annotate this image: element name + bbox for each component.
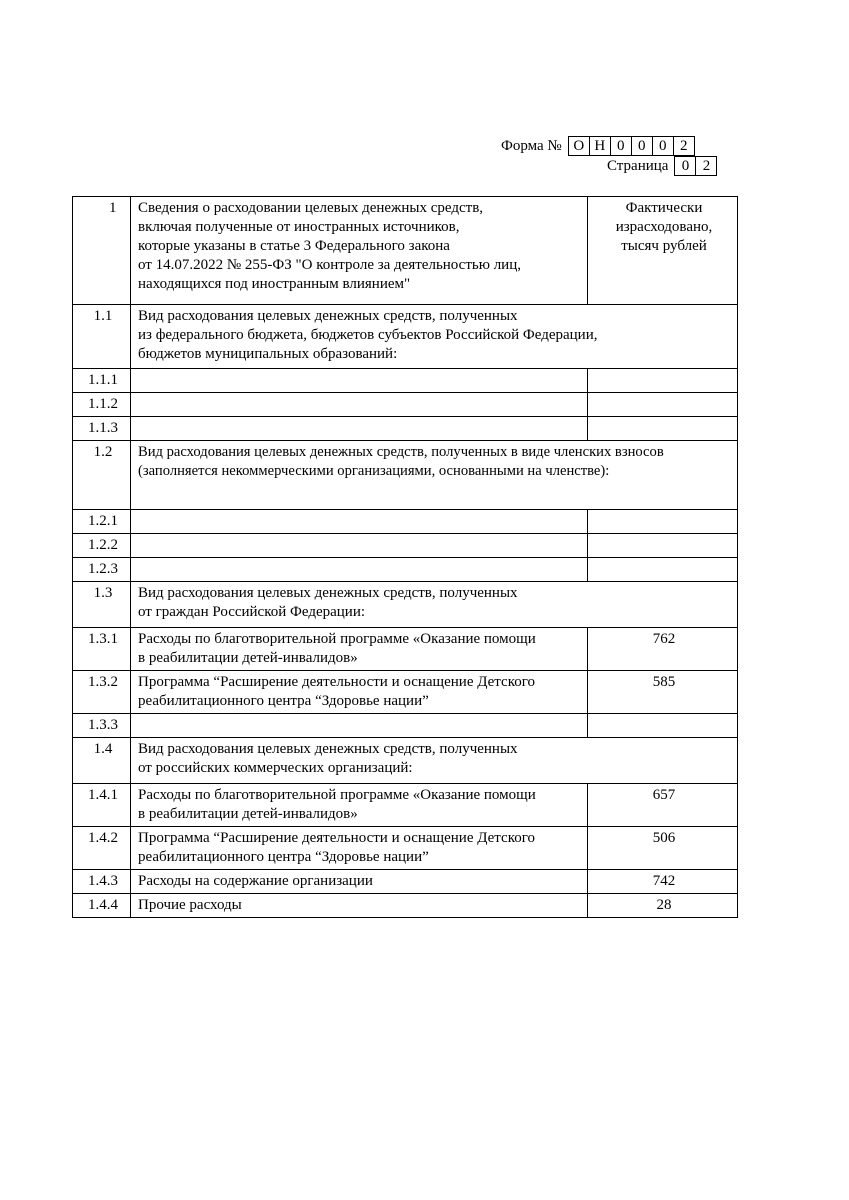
row-text — [131, 714, 588, 738]
row-number: 1.1 — [73, 305, 131, 369]
row-value: 585 — [588, 671, 738, 714]
header-value-column: Фактически израсходовано, тысяч рублей — [588, 197, 738, 305]
row-number: 1.2 — [73, 441, 131, 510]
row-number: 1.3.2 — [73, 671, 131, 714]
section-text: Вид расходования целевых денежных средств, полученных от российских коммерческих организаций: — [131, 738, 738, 784]
row-text: Программа “Расширение деятельности и оснащение Детского реабилитационного центра “Здоровье нации” — [131, 827, 588, 870]
row-value — [588, 393, 738, 417]
page-number-cell: 0 — [675, 157, 696, 175]
row-text — [131, 534, 588, 558]
page-number-label: Страница — [607, 158, 669, 174]
form-number-cell: О — [569, 137, 590, 155]
row-number: 1.2.2 — [73, 534, 131, 558]
section-text: Вид расходования целевых денежных средств, полученных в виде членских взносов (заполняется некоммерческими организациями, основанными на членстве): — [131, 441, 738, 510]
table-row — [73, 714, 738, 738]
row-number: 1.3.3 — [73, 714, 131, 738]
row-text: Расходы на содержание организации — [131, 870, 588, 894]
row-number: 1.4.4 — [73, 894, 131, 918]
row-value — [588, 534, 738, 558]
row-value: 762 — [588, 628, 738, 671]
row-text — [131, 510, 588, 534]
table-row — [73, 558, 738, 582]
row-number: 1.1.3 — [73, 417, 131, 441]
form-number-cells — [568, 136, 695, 156]
row-text: Прочие расходы — [131, 894, 588, 918]
form-number-cell: 2 — [679, 138, 688, 154]
table-row — [73, 534, 738, 558]
table-row — [73, 870, 738, 894]
table-row — [73, 417, 738, 441]
page-number-row — [607, 156, 717, 176]
form-number-cell: 0 — [653, 137, 674, 155]
section-row — [73, 305, 738, 369]
form-number-cell: Н — [590, 137, 611, 155]
row-number: 1.4.1 — [73, 784, 131, 827]
row-text — [131, 393, 588, 417]
table-row — [73, 393, 738, 417]
row-number: 1.1.1 — [73, 369, 131, 393]
section-text: Вид расходования целевых денежных средств, полученных из федерального бюджета, бюджетов субъектов Российской Федерации, бюджетов муниципальных образований: — [131, 305, 738, 369]
table-row — [73, 827, 738, 870]
table-row — [73, 510, 738, 534]
row-text: Программа “Расширение деятельности и оснащение Детского реабилитационного центра “Здоровье нации” — [131, 671, 588, 714]
row-number: 1.3 — [73, 582, 131, 628]
row-number: 1.4.2 — [73, 827, 131, 870]
row-value: 742 — [588, 870, 738, 894]
form-number-label: Форма № — [501, 138, 562, 154]
row-value: 657 — [588, 784, 738, 827]
form-number-cell: 0 — [611, 137, 632, 155]
table-header-row — [73, 197, 738, 305]
section-row — [73, 441, 738, 510]
expenditure-table — [72, 196, 738, 918]
row-value — [588, 369, 738, 393]
row-text — [131, 369, 588, 393]
row-value — [588, 558, 738, 582]
row-number: 1.4.3 — [73, 870, 131, 894]
table-row — [73, 784, 738, 827]
page-number-cells — [674, 156, 717, 176]
row-value — [588, 510, 738, 534]
row-number: 1.1.2 — [73, 393, 131, 417]
row-value — [588, 417, 738, 441]
row-text — [131, 558, 588, 582]
section-row — [73, 738, 738, 784]
table-row — [73, 894, 738, 918]
table-row — [73, 628, 738, 671]
section-text: Вид расходования целевых денежных средств, полученных от граждан Российской Федерации: — [131, 582, 738, 628]
section-row — [73, 582, 738, 628]
row-number: 1.3.1 — [73, 628, 131, 671]
row-value — [588, 714, 738, 738]
row-value: 28 — [588, 894, 738, 918]
form-number-row — [501, 136, 695, 156]
row-number: 1.2.3 — [73, 558, 131, 582]
row-number: 1.2.1 — [73, 510, 131, 534]
table-row — [73, 671, 738, 714]
row-text: Расходы по благотворительной программе «Оказание помощи в реабилитации детей-инвалидов» — [131, 784, 588, 827]
table-row — [73, 369, 738, 393]
row-value: 506 — [588, 827, 738, 870]
page-number-cell: 2 — [702, 158, 711, 174]
form-number-cell: 0 — [632, 137, 653, 155]
header-title: Сведения о расходовании целевых денежных средств, включая полученные от иностранных источников, которые указаны в статье 3 Федерального закона от 14.07.2022 № 255-ФЗ "О контроле за деятельностью лиц, находящихся под иностранным влиянием" — [131, 197, 588, 305]
row-text: Расходы по благотворительной программе «Оказание помощи в реабилитации детей-инвалидов» — [131, 628, 588, 671]
header-number: 1 — [73, 197, 131, 305]
row-number: 1.4 — [73, 738, 131, 784]
row-text — [131, 417, 588, 441]
